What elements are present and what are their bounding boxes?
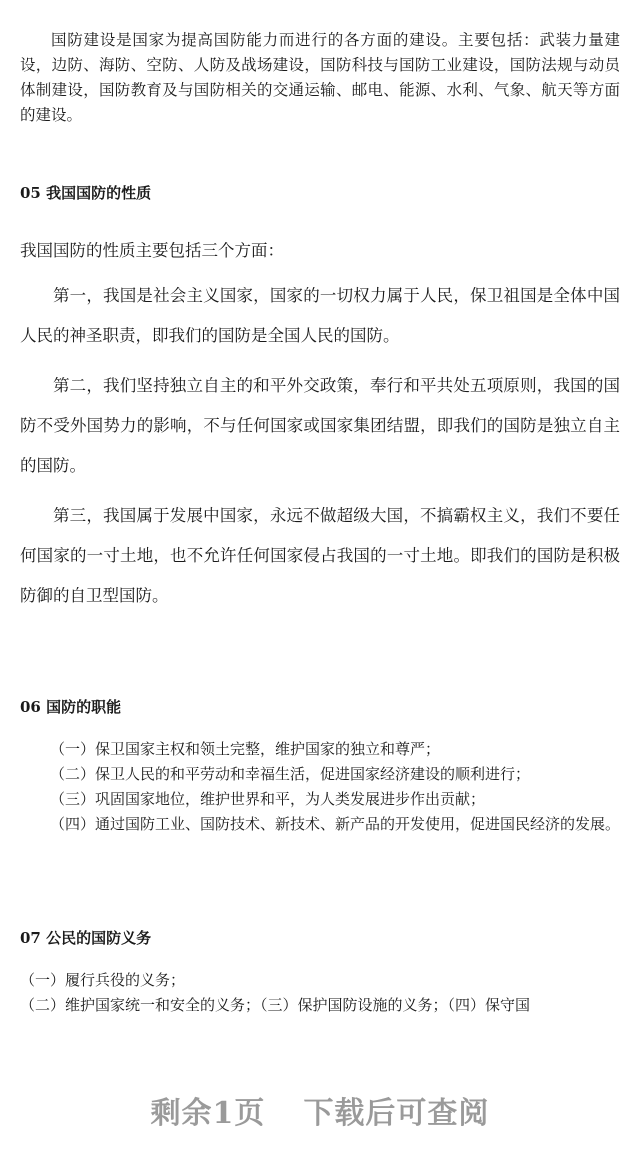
intro-paragraph: 国防建设是国家为提高国防能力而进行的各方面的建设。主要包括：武装力量建设，边防、海防、空防、人防及战场建设，国防科技与国防工业建设，国防法规与动员体制建设，国防教育及与国防相关的交通运输、邮电、能源、水利、气象、航天等方面的建设。 <box>20 31 620 124</box>
remaining-pages-text: 剩余1页 <box>150 1096 266 1131</box>
section-05-heading: 05 我国国防的性质 <box>20 184 152 202</box>
download-to-view-text: 下载后可查阅 <box>303 1096 490 1131</box>
section-05-paragraph-2: 第二，我们坚持独立自主的和平外交政策，奉行和平共处五项原则，我国的国防不受外国势力的影响，不与任何国家或国家集团结盟，即我们的国防是独立自主的国防。 <box>20 376 620 475</box>
list-item: （二）保卫人民的和平劳动和幸福生活，促进国家经济建设的顺利进行； <box>50 765 531 783</box>
section-05-paragraph-3: 第三，我国属于发展中国家，永远不做超级大国，不搞霸权主义，我们不要任何国家的一寸土地，也不允许任何国家侵占我国的一寸土地。即我们的国防是积极防御的自卫型国防。 <box>20 506 620 605</box>
section-06-heading: 06 国防的职能 <box>20 698 122 716</box>
section-06-list <box>20 737 620 837</box>
section-05-paragraph-1: 第一，我国是社会主义国家，国家的一切权力属于人民，保卫祖国是全体中国人民的神圣职责，即我们的国防是全国人民的国防。 <box>20 286 620 345</box>
section-07-list <box>20 968 620 1018</box>
list-item: （三）巩固国家地位，维护世界和平，为人类发展进步作出贡献； <box>50 790 486 808</box>
list-item: （一）保卫国家主权和领土完整，维护国家的独立和尊严； <box>50 740 441 758</box>
list-item: （二）维护国家统一和安全的义务；（三）保护国防设施的义务；（四）保守国 <box>20 996 531 1014</box>
list-item: （一）履行兵役的义务； <box>20 971 186 989</box>
section-07-heading: 07 公民的国防义务 <box>20 929 152 947</box>
list-item: （四）通过国防工业、国防技术、新技术、新产品的开发使用，促进国民经济的发展。 <box>50 815 621 833</box>
section-05-lead: 我国国防的性质主要包括三个方面： <box>20 241 284 260</box>
download-prompt[interactable] <box>0 1088 640 1132</box>
